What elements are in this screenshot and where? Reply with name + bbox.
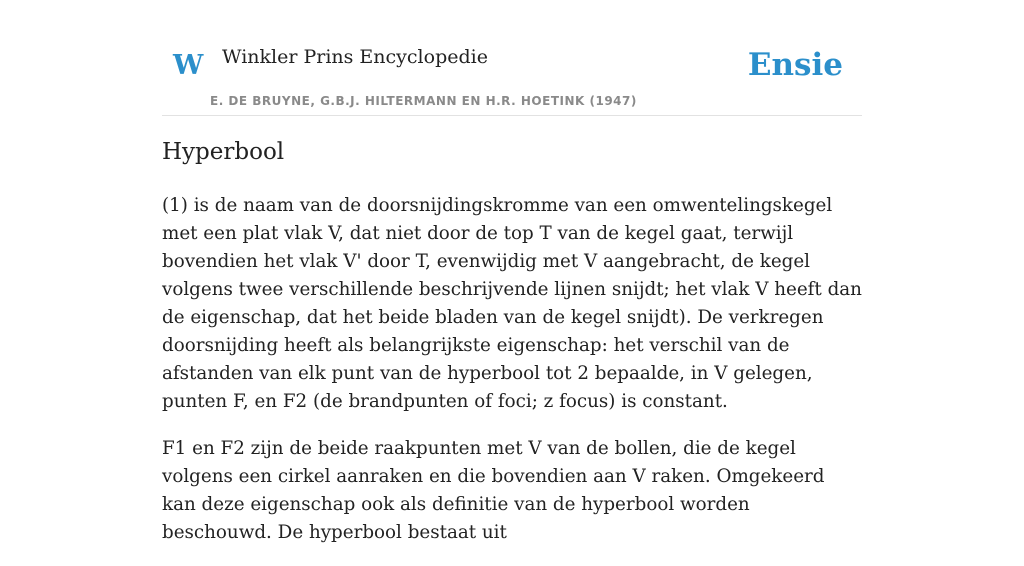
publication-logo[interactable]: W — [173, 50, 204, 81]
article-body — [162, 192, 862, 566]
publication-title[interactable]: Winkler Prins Encyclopedie — [222, 46, 488, 68]
article-paragraph: (1) is de naam van de doorsnijdingskromme van een omwentelingskegel met een plat vlak V, dat niet door de top T van de kegel gaat, terwijl bovendien het vlak V' door T, evenwijdig met V aangebracht, de kegel volgens twee verschillende beschrijvende lijnen snijdt; het vlak V heeft dan de eigenschap, dat het beide bladen van de kegel snijdt). De verkregen doorsnijding heeft als belangrijkste eigenschap: het verschil van de afstanden van elk punt van de hyperbool tot 2 bepaalde, in V gelegen, punten F, en F2 (de brandpunten of foci; z focus) is constant. — [162, 195, 862, 412]
page-container — [162, 0, 862, 543]
publication-authors: E. DE BRUYNE, G.B.J. HILTERMANN EN H.R. HOETINK (1947) — [210, 94, 637, 108]
ensie-brand-logo[interactable]: Ensie — [747, 47, 843, 83]
article-title: Hyperbool — [162, 139, 285, 165]
publication-header — [162, 0, 862, 116]
article-paragraph: F1 en F2 zijn de beide raakpunten met V van de bollen, die de kegel volgens een cirkel aanraken en die bovendien aan V raken. Omgekeerd kan deze eigenschap ook als definitie van de hyperbool worden beschouwd. De hyperbool bestaat uit — [162, 438, 825, 543]
